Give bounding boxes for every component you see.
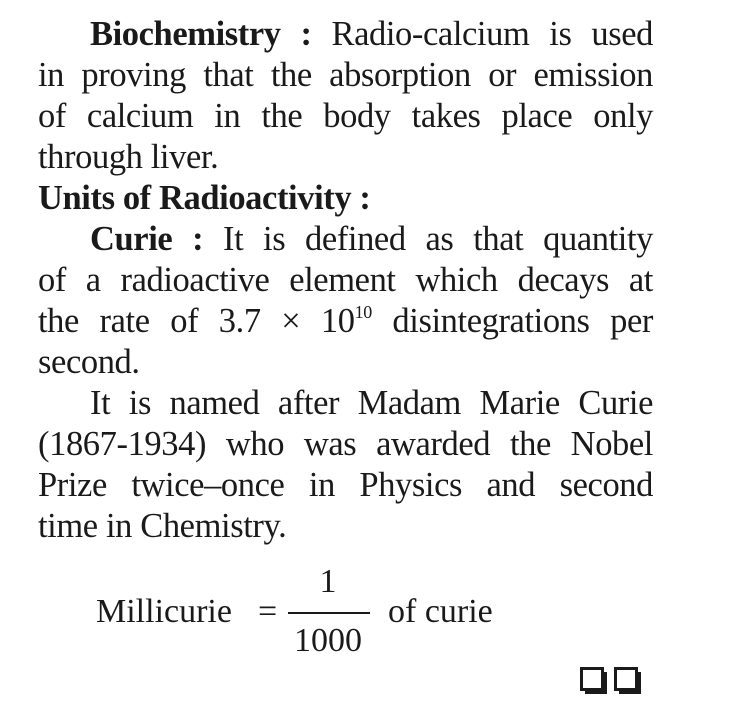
named-line-3: Prize twice–once in Physics and second bbox=[38, 466, 653, 504]
exponent: 10 bbox=[354, 301, 372, 322]
named-line-1: It is named after Madam Marie Curie bbox=[90, 384, 653, 422]
biochemistry-text: Radio-calcium is used bbox=[331, 15, 653, 53]
curie-rate-text: the rate of 3.7 × 10 bbox=[38, 302, 355, 340]
fraction-numerator: 1 bbox=[319, 563, 337, 600]
formula-equals: = bbox=[258, 593, 278, 630]
biochemistry-line-4: through liver. bbox=[38, 138, 219, 176]
biochemistry-line-2: in proving that the absorption or emission bbox=[38, 56, 653, 94]
square-icon bbox=[614, 667, 638, 691]
fraction-denominator: 1000 bbox=[294, 622, 362, 659]
curie-text: It is defined as that quantity bbox=[222, 220, 653, 258]
named-line-4: time in Chemistry. bbox=[38, 507, 287, 545]
formula-rhs: of curie bbox=[388, 593, 493, 630]
biochemistry-line-3: of calcium in the body takes place only bbox=[38, 97, 653, 135]
formula-lhs: Millicurie bbox=[96, 593, 232, 630]
curie-line-1 bbox=[38, 219, 653, 260]
document-page bbox=[38, 14, 653, 547]
units-heading bbox=[38, 178, 653, 219]
end-of-section-marks bbox=[580, 667, 638, 691]
fraction bbox=[286, 563, 370, 663]
biochemistry-line-1 bbox=[38, 14, 653, 55]
units-heading-text: Units of Radioactivity : bbox=[38, 179, 371, 217]
curie-line-4: second. bbox=[38, 343, 140, 381]
curie-line-2: of a radioactive element which decays at bbox=[38, 261, 653, 299]
named-line-2: (1867-1934) who was awarded the Nobel bbox=[38, 425, 653, 463]
curie-line-3 bbox=[38, 301, 653, 342]
square-icon bbox=[580, 667, 604, 691]
curie-heading: Curie : bbox=[90, 220, 204, 258]
millicurie-formula bbox=[96, 563, 516, 663]
fraction-bar bbox=[288, 612, 370, 614]
biochemistry-heading: Biochemistry : bbox=[90, 15, 312, 53]
curie-rate-unit: disintegrations per bbox=[392, 302, 653, 340]
